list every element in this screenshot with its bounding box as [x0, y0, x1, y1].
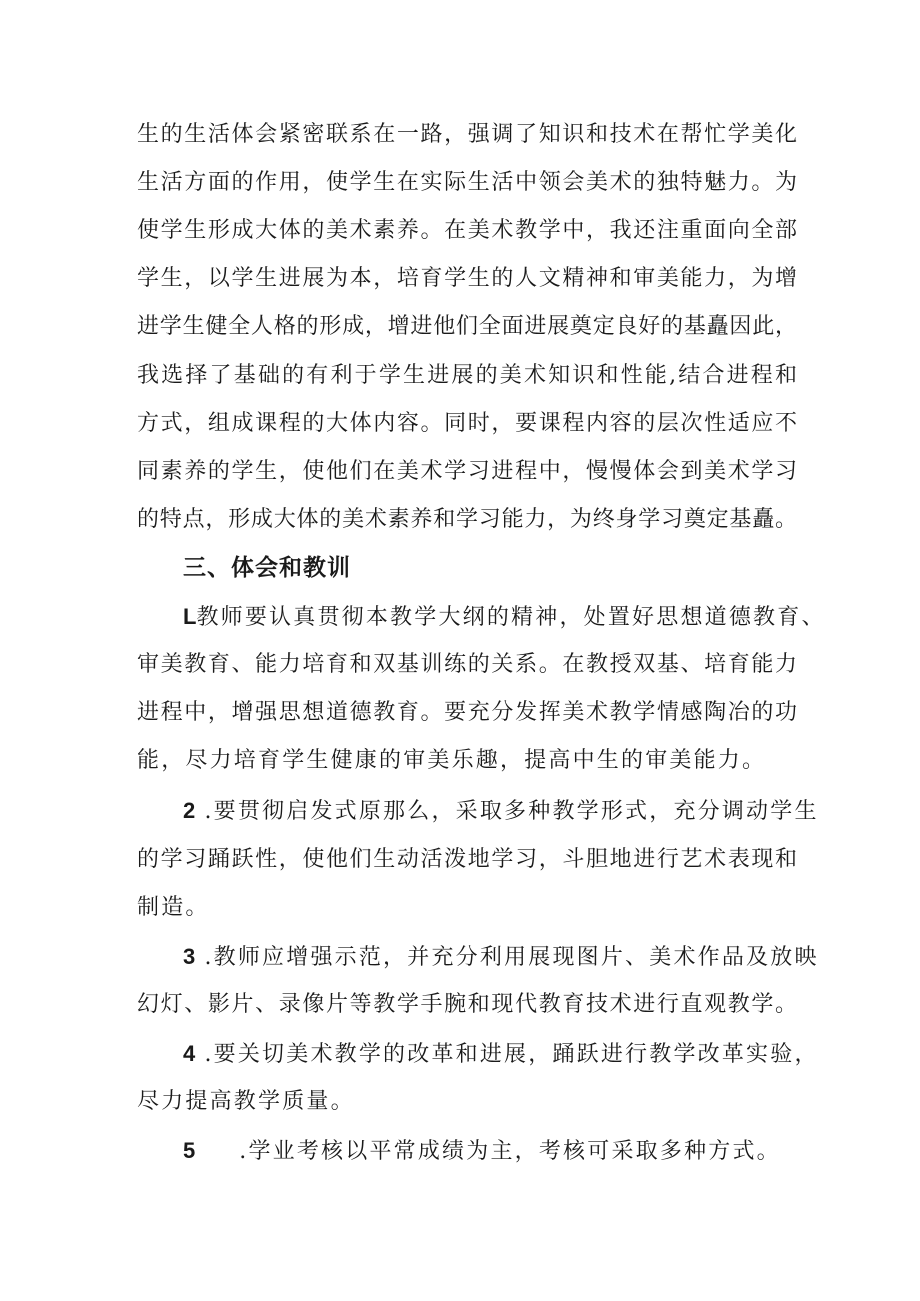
paragraph-line: 使学生形成大体的美术素养。在美术教学中，我还注重面向全部: [137, 218, 797, 243]
list-item-number: 3: [183, 944, 196, 969]
list-item-text: 教师要认真贯彻本教学大纲的精神，处置好思想道德教育、: [196, 605, 826, 630]
list-item-4-first-line: [183, 1039, 843, 1070]
paragraph-line: 的特点，形成大体的美术素养和学习能力，为终身学习奠定基矗。: [137, 507, 797, 532]
paragraph-line: 学生，以学生进展为本，培育学生的人文精神和审美能力，为增: [137, 266, 797, 291]
paragraph-line: 能，尽力培育学生健康的审美乐趣，提高中生的审美能力。: [137, 748, 767, 773]
list-item-number: 5: [183, 1138, 196, 1163]
list-item-text: .要贯彻启发式原那么，采取多种教学形式，充分调动学生: [204, 799, 819, 824]
paragraph-line: 的学习踊跃性，使他们生动活泼地学习，斗胆地进行艺术表现和: [137, 847, 797, 872]
paragraph-line: 进学生健全人格的形成，增进他们全面进展奠定良好的基矗因此，: [137, 314, 797, 339]
list-item-text: .学业考核以平常成绩为主，考核可采取多种方式。: [239, 1139, 781, 1164]
paragraph-line: 尽力提高教学质量。: [137, 1089, 355, 1114]
paragraph-line: 审美教育、能力培育和双基训练的关系。在教授双基、培育能力: [137, 652, 797, 677]
list-item-number: 2: [183, 798, 196, 823]
paragraph-line: 进程中，增强思想道德教育。要充分发挥美术教学情感陶冶的功: [137, 700, 797, 725]
list-item-5-line: [183, 1136, 843, 1167]
paragraph-line: 生活方面的作用，使学生在实际生活中领会美术的独特魅力。为: [137, 170, 797, 195]
list-item-3-first-line: [183, 942, 843, 973]
list-item-1-first-line: [183, 602, 843, 633]
list-item-2-first-line: [183, 796, 843, 827]
list-item-number: 4: [183, 1041, 196, 1066]
list-item-number: L: [183, 604, 197, 629]
paragraph-line: 方式，组成课程的大体内容。同时，要课程内容的层次性适应不: [137, 411, 797, 436]
section-heading: 三、体会和教训: [183, 555, 351, 581]
paragraph-line: 生的生活体会紧密联系在一路，强调了知识和技术在帮忙学美化: [137, 122, 797, 147]
paragraph-line: 幻灯、影片、录像片等教学手腕和现代教育技术进行直观教学。: [137, 992, 797, 1017]
paragraph-line: 同素养的学生，使他们在美术学习进程中，慢慢体会到美术学习: [137, 459, 797, 484]
list-item-text: .教师应增强示范，并充分利用展现图片、美术作品及放映: [204, 945, 819, 970]
paragraph-line: 制造。: [137, 895, 210, 920]
list-item-text: .要关切美术教学的改革和进展，踊跃进行教学改革实验，: [204, 1042, 819, 1067]
paragraph-line: 我选择了基础的有利于学生进展的美术知识和性能,结合进程和: [137, 363, 797, 388]
